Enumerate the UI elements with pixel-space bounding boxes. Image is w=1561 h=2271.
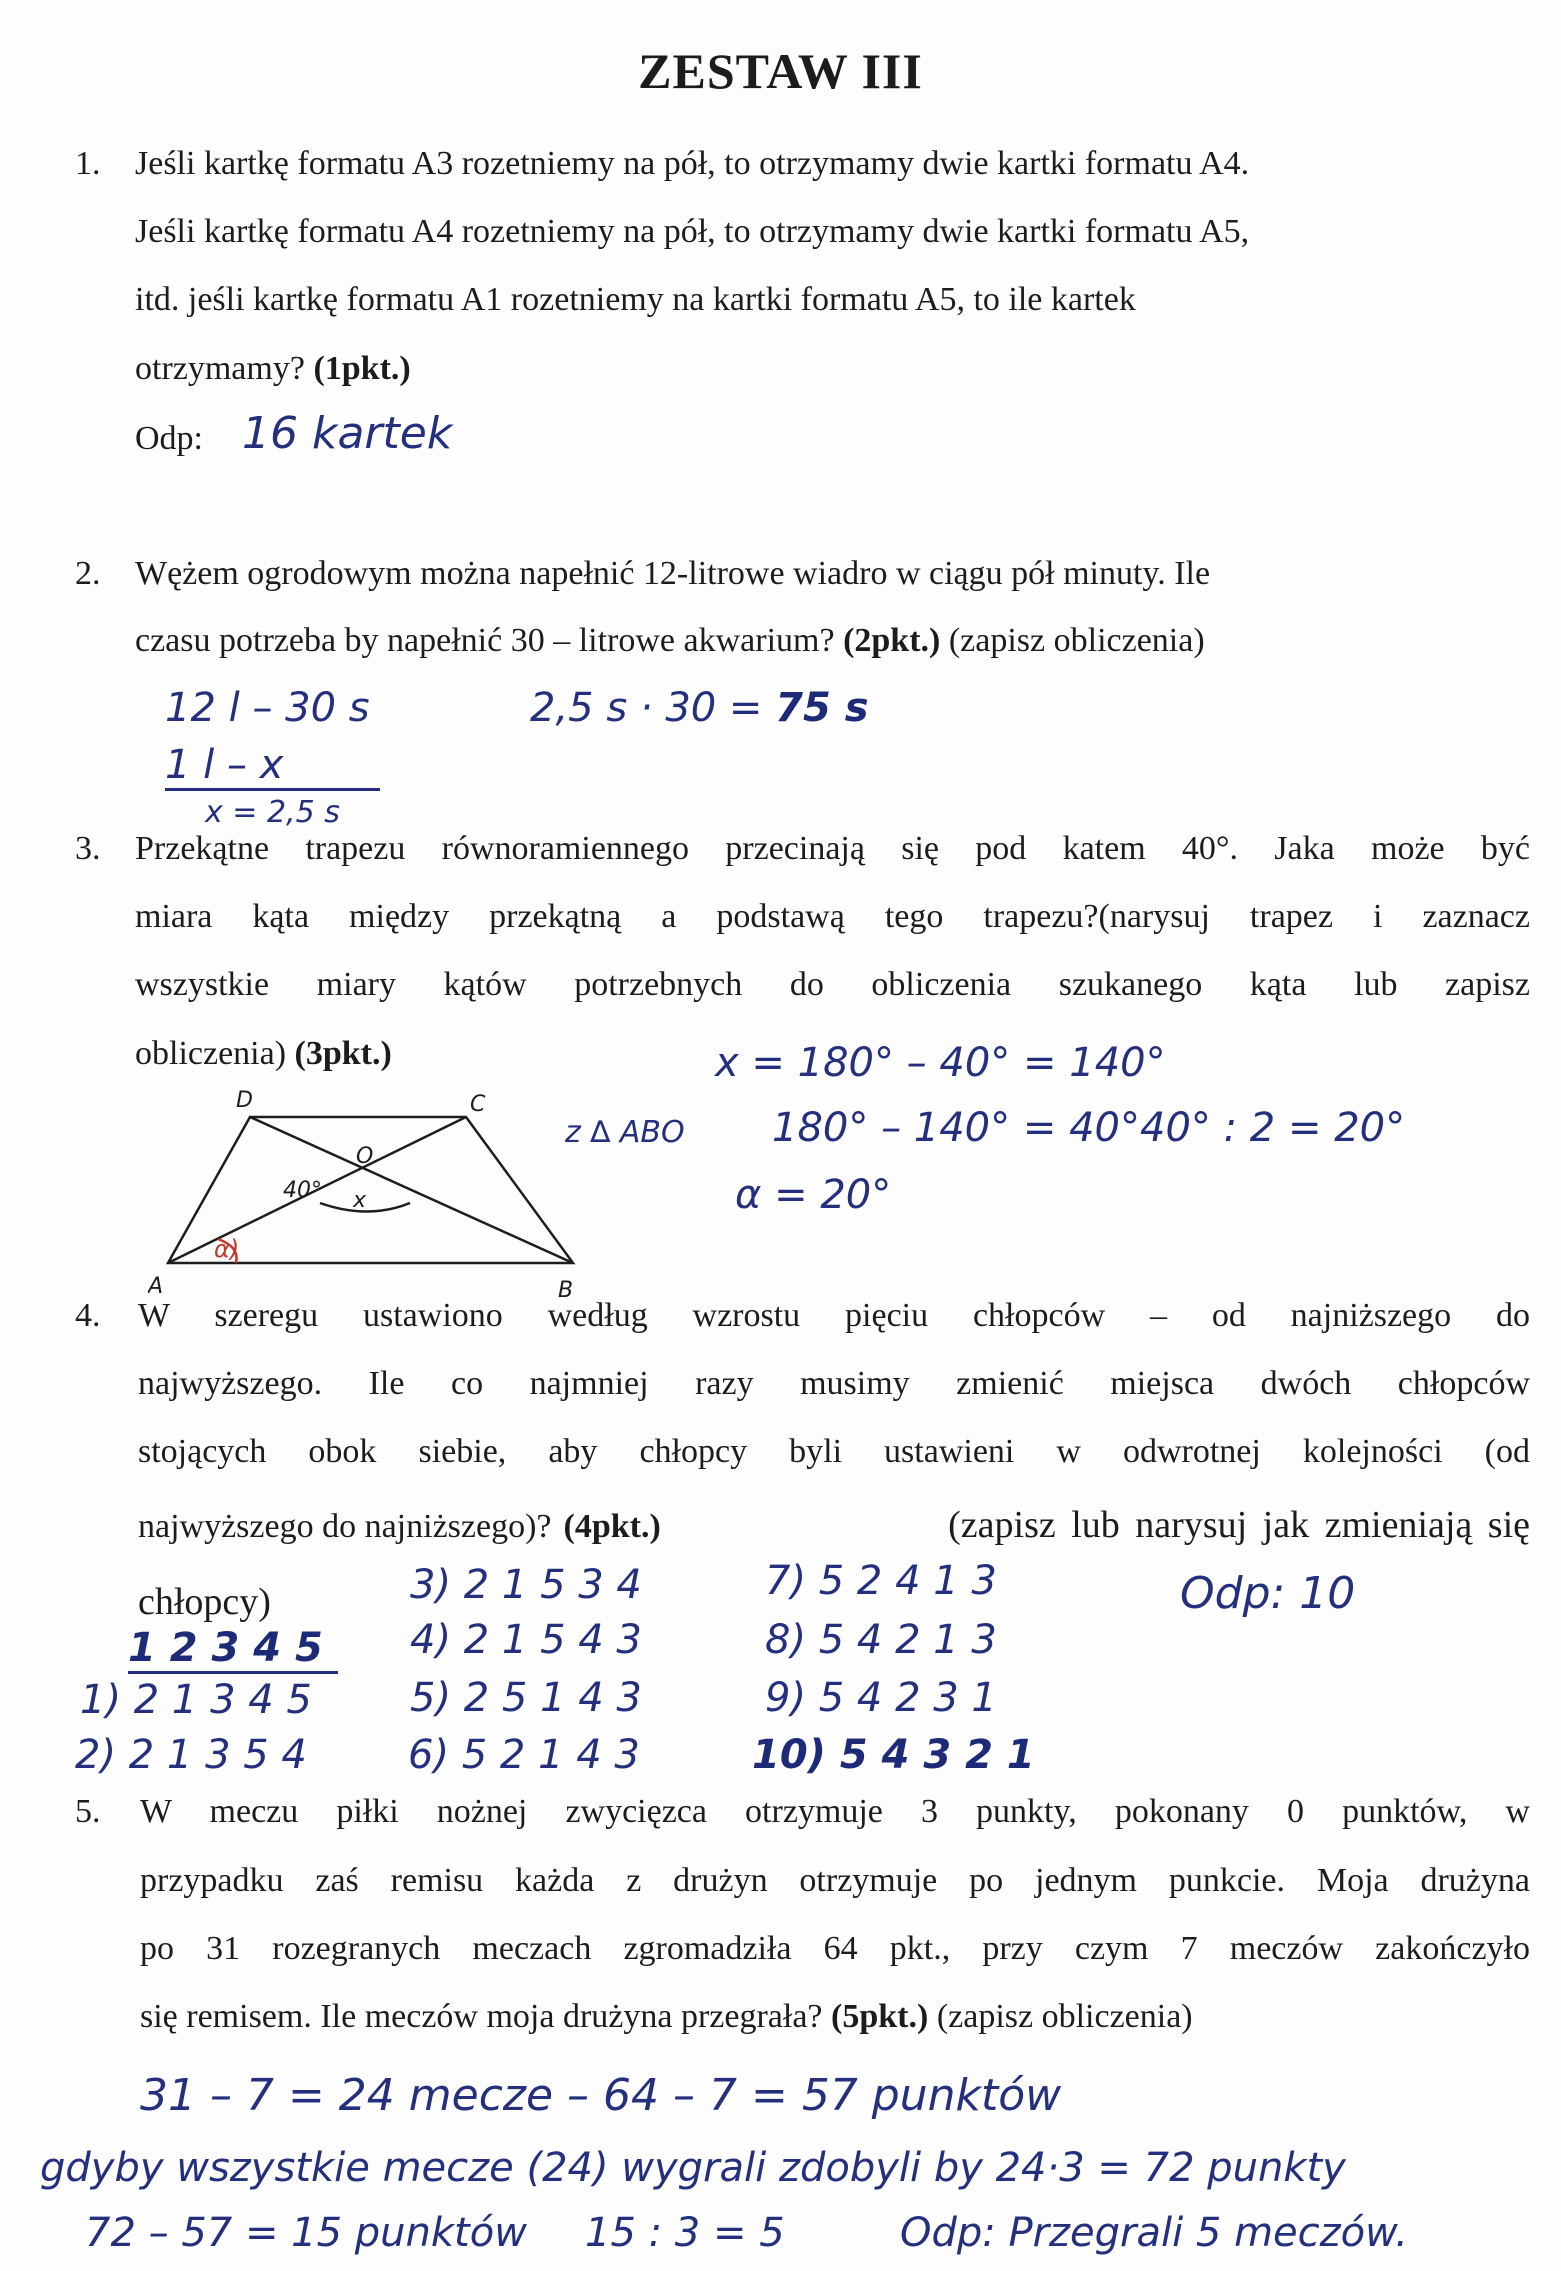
alpha-label: α)	[214, 1235, 240, 1263]
q5-question-end: się remisem. Ile meczów moja drużyna przegrała?	[140, 1998, 823, 2035]
q3-number: 3.	[75, 830, 101, 867]
q3-work-3: α = 20°	[735, 1172, 892, 1218]
q4-answer: Odp: 10	[1180, 1568, 1356, 1619]
q5-number: 5.	[75, 1793, 101, 1830]
q2-note: (zapisz obliczenia)	[948, 622, 1205, 659]
q3-work-2b: 180° – 140° = 40°	[772, 1105, 1140, 1151]
q2-number: 2.	[75, 555, 101, 592]
q1-question-end: otrzymamy?	[135, 350, 305, 387]
q3-line-4	[135, 1035, 392, 1073]
q4-start-order: 1 2 3 4 5	[128, 1625, 338, 1674]
q4-line-2: najwyższego. Ile co najmniej razy musimy zmienić miejsca dwóch chłopców	[138, 1365, 1530, 1402]
vertex-b-label: B	[558, 1278, 574, 1300]
vertex-a-label: A	[148, 1274, 164, 1299]
angle-x-label: x	[353, 1188, 367, 1213]
q4-number: 4.	[75, 1297, 101, 1334]
q3-line-3: wszystkie miary kątów potrzebnych do obliczenia szukanego kąta lub zapisz	[135, 966, 1530, 1003]
q4-step-10: 10) 5 4 3 2 1	[752, 1732, 1035, 1778]
q5-work-2: gdyby wszystkie mecze (24) wygrali zdobyli by 24·3 = 72 punkty	[40, 2145, 1346, 2191]
q2-work-row2: 1 l – x	[165, 742, 380, 791]
q2-result: 75 s	[775, 685, 869, 731]
q4-note-end: chłopcy)	[138, 1581, 271, 1623]
q4-line-4	[138, 1503, 1530, 1547]
vertex-d-label: D	[236, 1088, 253, 1113]
q4-step-9: 9) 5 4 2 3 1	[765, 1675, 997, 1721]
q1-points: (1pkt.)	[313, 350, 411, 387]
page-title: ZESTAW III	[638, 43, 923, 99]
q2-work-calc	[530, 685, 869, 731]
q4-step-2: 2) 2 1 3 5 4	[75, 1732, 307, 1778]
q5-line-2: przypadku zaś remisu każda z drużyn otrzymuje po jednym punkcie. Moja drużyna	[140, 1862, 1530, 1899]
q1-line-3: itd. jeśli kartkę formatu A1 rozetniemy na kartki formatu A5, to ile kartek	[135, 281, 1136, 318]
q4-step-4: 4) 2 1 5 4 3	[410, 1617, 642, 1663]
q2-work-row3: x = 2,5 s	[205, 795, 340, 830]
q4-step-8: 8) 5 4 2 1 3	[765, 1617, 997, 1663]
q4-step-7: 7) 5 2 4 1 3	[765, 1558, 997, 1604]
q1-number: 1.	[75, 145, 101, 182]
q3-points: (3pkt.)	[294, 1035, 392, 1072]
q5-line-3: po 31 rozegranych meczach zgromadziła 64 pkt., przy czym 7 meczów zakończyło	[140, 1930, 1530, 1967]
angle-40-label: 40°	[283, 1178, 322, 1203]
q1-answer-label: Odp:	[135, 420, 203, 457]
q4-line-3: stojących obok siebie, aby chłopcy byli ustawieni w odwrotnej kolejności (od	[138, 1433, 1530, 1470]
q5-work-1: 31 – 7 = 24 mecze – 64 – 7 = 57 punktów	[140, 2070, 1062, 2121]
q2-points: (2pkt.)	[843, 622, 941, 659]
q2-work-row1: 12 l – 30 s	[165, 685, 370, 731]
center-o-label: O	[356, 1144, 374, 1169]
q5-work-3b: 15 : 3 = 5	[585, 2210, 785, 2256]
q4-step-6: 6) 5 2 1 4 3	[408, 1732, 640, 1778]
q5-note: (zapisz obliczenia)	[936, 1998, 1193, 2035]
q5-line-4	[140, 1998, 1193, 2036]
q2-line-2	[135, 622, 1205, 660]
q3-work-2c: 40° : 2 = 20°	[1140, 1105, 1406, 1151]
q3-work-2a: z ∆ ABO	[565, 1115, 685, 1150]
q5-line-1: W meczu piłki nożnej zwycięzca otrzymuje 3 punkty, pokonany 0 punktów, w	[140, 1793, 1530, 1830]
q4-step-3: 3) 2 1 5 3 4	[410, 1562, 642, 1608]
vertex-c-label: C	[470, 1092, 486, 1117]
q5-points: (5pkt.)	[831, 1998, 929, 2035]
q2-question-end: czasu potrzeba by napełnić 30 – litrowe akwarium?	[135, 622, 835, 659]
q1-line-2: Jeśli kartkę formatu A4 rozetniemy na pół, to otrzymamy dwie kartki formatu A5,	[135, 213, 1250, 250]
q4-step-1: 1) 2 1 3 4 5	[80, 1677, 312, 1723]
q1-line-1: Jeśli kartkę formatu A3 rozetniemy na pół, to otrzymamy dwie kartki formatu A4.	[135, 145, 1250, 182]
q5-work-3c: Odp: Przegrali 5 meczów.	[900, 2210, 1408, 2256]
q5-work-3a: 72 – 57 = 15 punktów	[85, 2210, 527, 2256]
q3-line-1: Przekątne trapezu równoramiennego przecinają się pod katem 40°. Jaka może być	[135, 830, 1530, 867]
q4-points: (4pkt.)	[563, 1508, 661, 1545]
q4-note: (zapisz lub narysuj jak zmieniają się	[948, 1504, 1530, 1546]
q2-calc: 2,5 s · 30 =	[530, 685, 763, 731]
q3-line-2: miara kąta między przekątną a podstawą tego trapezu?(narysuj trapez i zaznacz	[135, 898, 1530, 935]
q4-question-end: najwyższego do najniższego)?	[138, 1508, 552, 1545]
q1-line-4	[135, 350, 411, 388]
q4-line-1: W szeregu ustawiono według wzrostu pięciu chłopców – od najniższego do	[138, 1297, 1530, 1334]
q4-step-5: 5) 2 5 1 4 3	[410, 1675, 642, 1721]
q3-work-1: x = 180° – 40° = 140°	[715, 1040, 1166, 1086]
trapezoid-figure	[148, 1085, 598, 1300]
q3-question-end: obliczenia)	[135, 1035, 287, 1072]
q2-line-1: Wężem ogrodowym można napełnić 12-litrowe wiadro w ciągu pół minuty. Ile	[135, 555, 1211, 592]
q1-answer: 16 kartek	[242, 408, 453, 459]
